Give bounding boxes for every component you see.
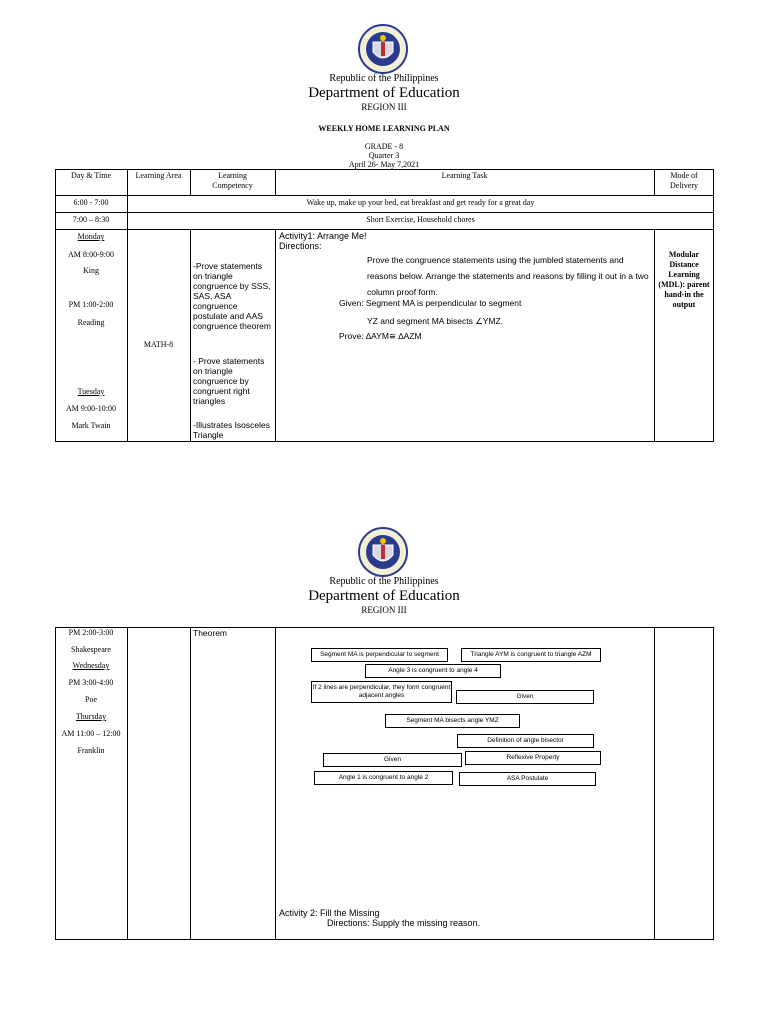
schedule-section: Franklin <box>77 746 105 755</box>
schedule-time: AM 11:00 – 12:00 <box>61 729 121 738</box>
header-day-time: Day & Time <box>70 171 111 180</box>
activity-2-title: Activity 2: Fill the Missing <box>279 908 380 918</box>
schedule-day: Monday <box>77 232 105 241</box>
proof-box: Segment MA is perpendicular to segment <box>311 648 448 662</box>
directions-text: Prove the congruence statements using the jumbled statements and reasons below. Arrange the statements and reasons by filling it out in a two column proof form. <box>367 255 649 297</box>
schedule-time: AM 8:00-9:00 <box>68 250 114 259</box>
republic-text: Republic of the Philippines <box>329 576 439 587</box>
schedule-section: Poe <box>85 695 97 704</box>
header-learning-area: Learning Area <box>135 171 182 180</box>
schedule-day: Wednesday <box>72 661 110 670</box>
plan-title: WEEKLY HOME LEARNING PLAN <box>318 124 450 133</box>
proof-box: Triangle AYM is congruent to triangle AZM <box>461 648 601 662</box>
schedule-time: PM 2:00-3:00 <box>68 628 114 637</box>
proof-box: Angle 3 is congruent to angle 4 <box>365 664 501 678</box>
deped-seal-icon <box>358 527 408 577</box>
department-title: Department of Education <box>308 85 460 101</box>
proof-box: ASA Postulate <box>459 772 596 786</box>
row-time-2: 7:00 – 8:30 <box>72 215 110 224</box>
proof-box: Reflexive Property <box>465 751 601 765</box>
republic-text: Republic of the Philippines <box>329 73 439 84</box>
row-task-2: Short Exercise, Household chores <box>366 215 475 224</box>
schedule-section: Mark Twain <box>71 421 111 430</box>
schedule-activity: Reading <box>77 318 105 327</box>
dates-text: April 26- May 7,2021 <box>348 160 420 169</box>
schedule-time: PM 1:00-2:00 <box>68 300 114 309</box>
schedule-time: PM 3:00-4:00 <box>68 678 114 687</box>
region-text: REGION III <box>361 102 407 112</box>
competency-2: - Prove statements on triangle congruence by congruent right triangles <box>193 356 265 406</box>
header-learning-task: Learning Task <box>441 171 488 180</box>
row-time-1: 6:00 - 7:00 <box>73 198 109 207</box>
grade-text: GRADE - 8 <box>364 142 404 151</box>
proof-box: Angle 1 is congruent to angle 2 <box>314 771 453 785</box>
header-mode: Mode of Delivery <box>670 171 698 190</box>
header-competency: Learning Competency <box>212 171 253 190</box>
department-title: Department of Education <box>308 588 460 604</box>
schedule-section: King <box>83 266 99 275</box>
proof-box: Given <box>323 753 462 767</box>
mode-of-delivery: Modular Distance Learning (MDL): parent hand-in the output <box>658 250 710 309</box>
region-text: REGION III <box>361 605 407 615</box>
prove-text: Prove: ∆AYM≅ ∆AZM <box>339 331 422 341</box>
competency-3: -Illustrates Isosceles Triangle <box>193 420 270 440</box>
given-text: Given: Segment MA is perpendicular to segment <box>339 298 522 308</box>
directions-label: Directions: <box>279 241 322 251</box>
activity-1-title: Activity1: Arrange Me! <box>279 231 367 241</box>
learning-area: MATH-8 <box>143 340 174 349</box>
schedule-time: AM 9:00-10:00 <box>66 404 116 413</box>
quarter-text: Quarter 3 <box>368 151 400 160</box>
given-continued: YZ and segment MA bisects ∠YMZ. <box>367 316 504 326</box>
activity-2-directions: Directions: Supply the missing reason. <box>327 918 481 928</box>
proof-box: Segment MA bisects angle YMZ <box>385 714 520 728</box>
schedule-day: Thursday <box>75 712 107 721</box>
schedule-section: Shakespeare <box>71 645 111 654</box>
proof-box: Given <box>456 690 594 704</box>
competency-continued: Theorem <box>193 628 228 638</box>
competency-1: -Prove statements on triangle congruence by SSS, SAS, ASA congruence postulate and AAS congruence theorem <box>193 261 271 331</box>
schedule-day: Tuesday <box>77 387 105 396</box>
proof-box: If 2 lines are perpendicular, they form congruent adjacent angles <box>311 681 452 703</box>
proof-box: Definition of angle bisector <box>457 734 594 748</box>
row-task-1: Wake up, make up your bed, eat breakfast and get ready for a great day <box>306 198 535 207</box>
